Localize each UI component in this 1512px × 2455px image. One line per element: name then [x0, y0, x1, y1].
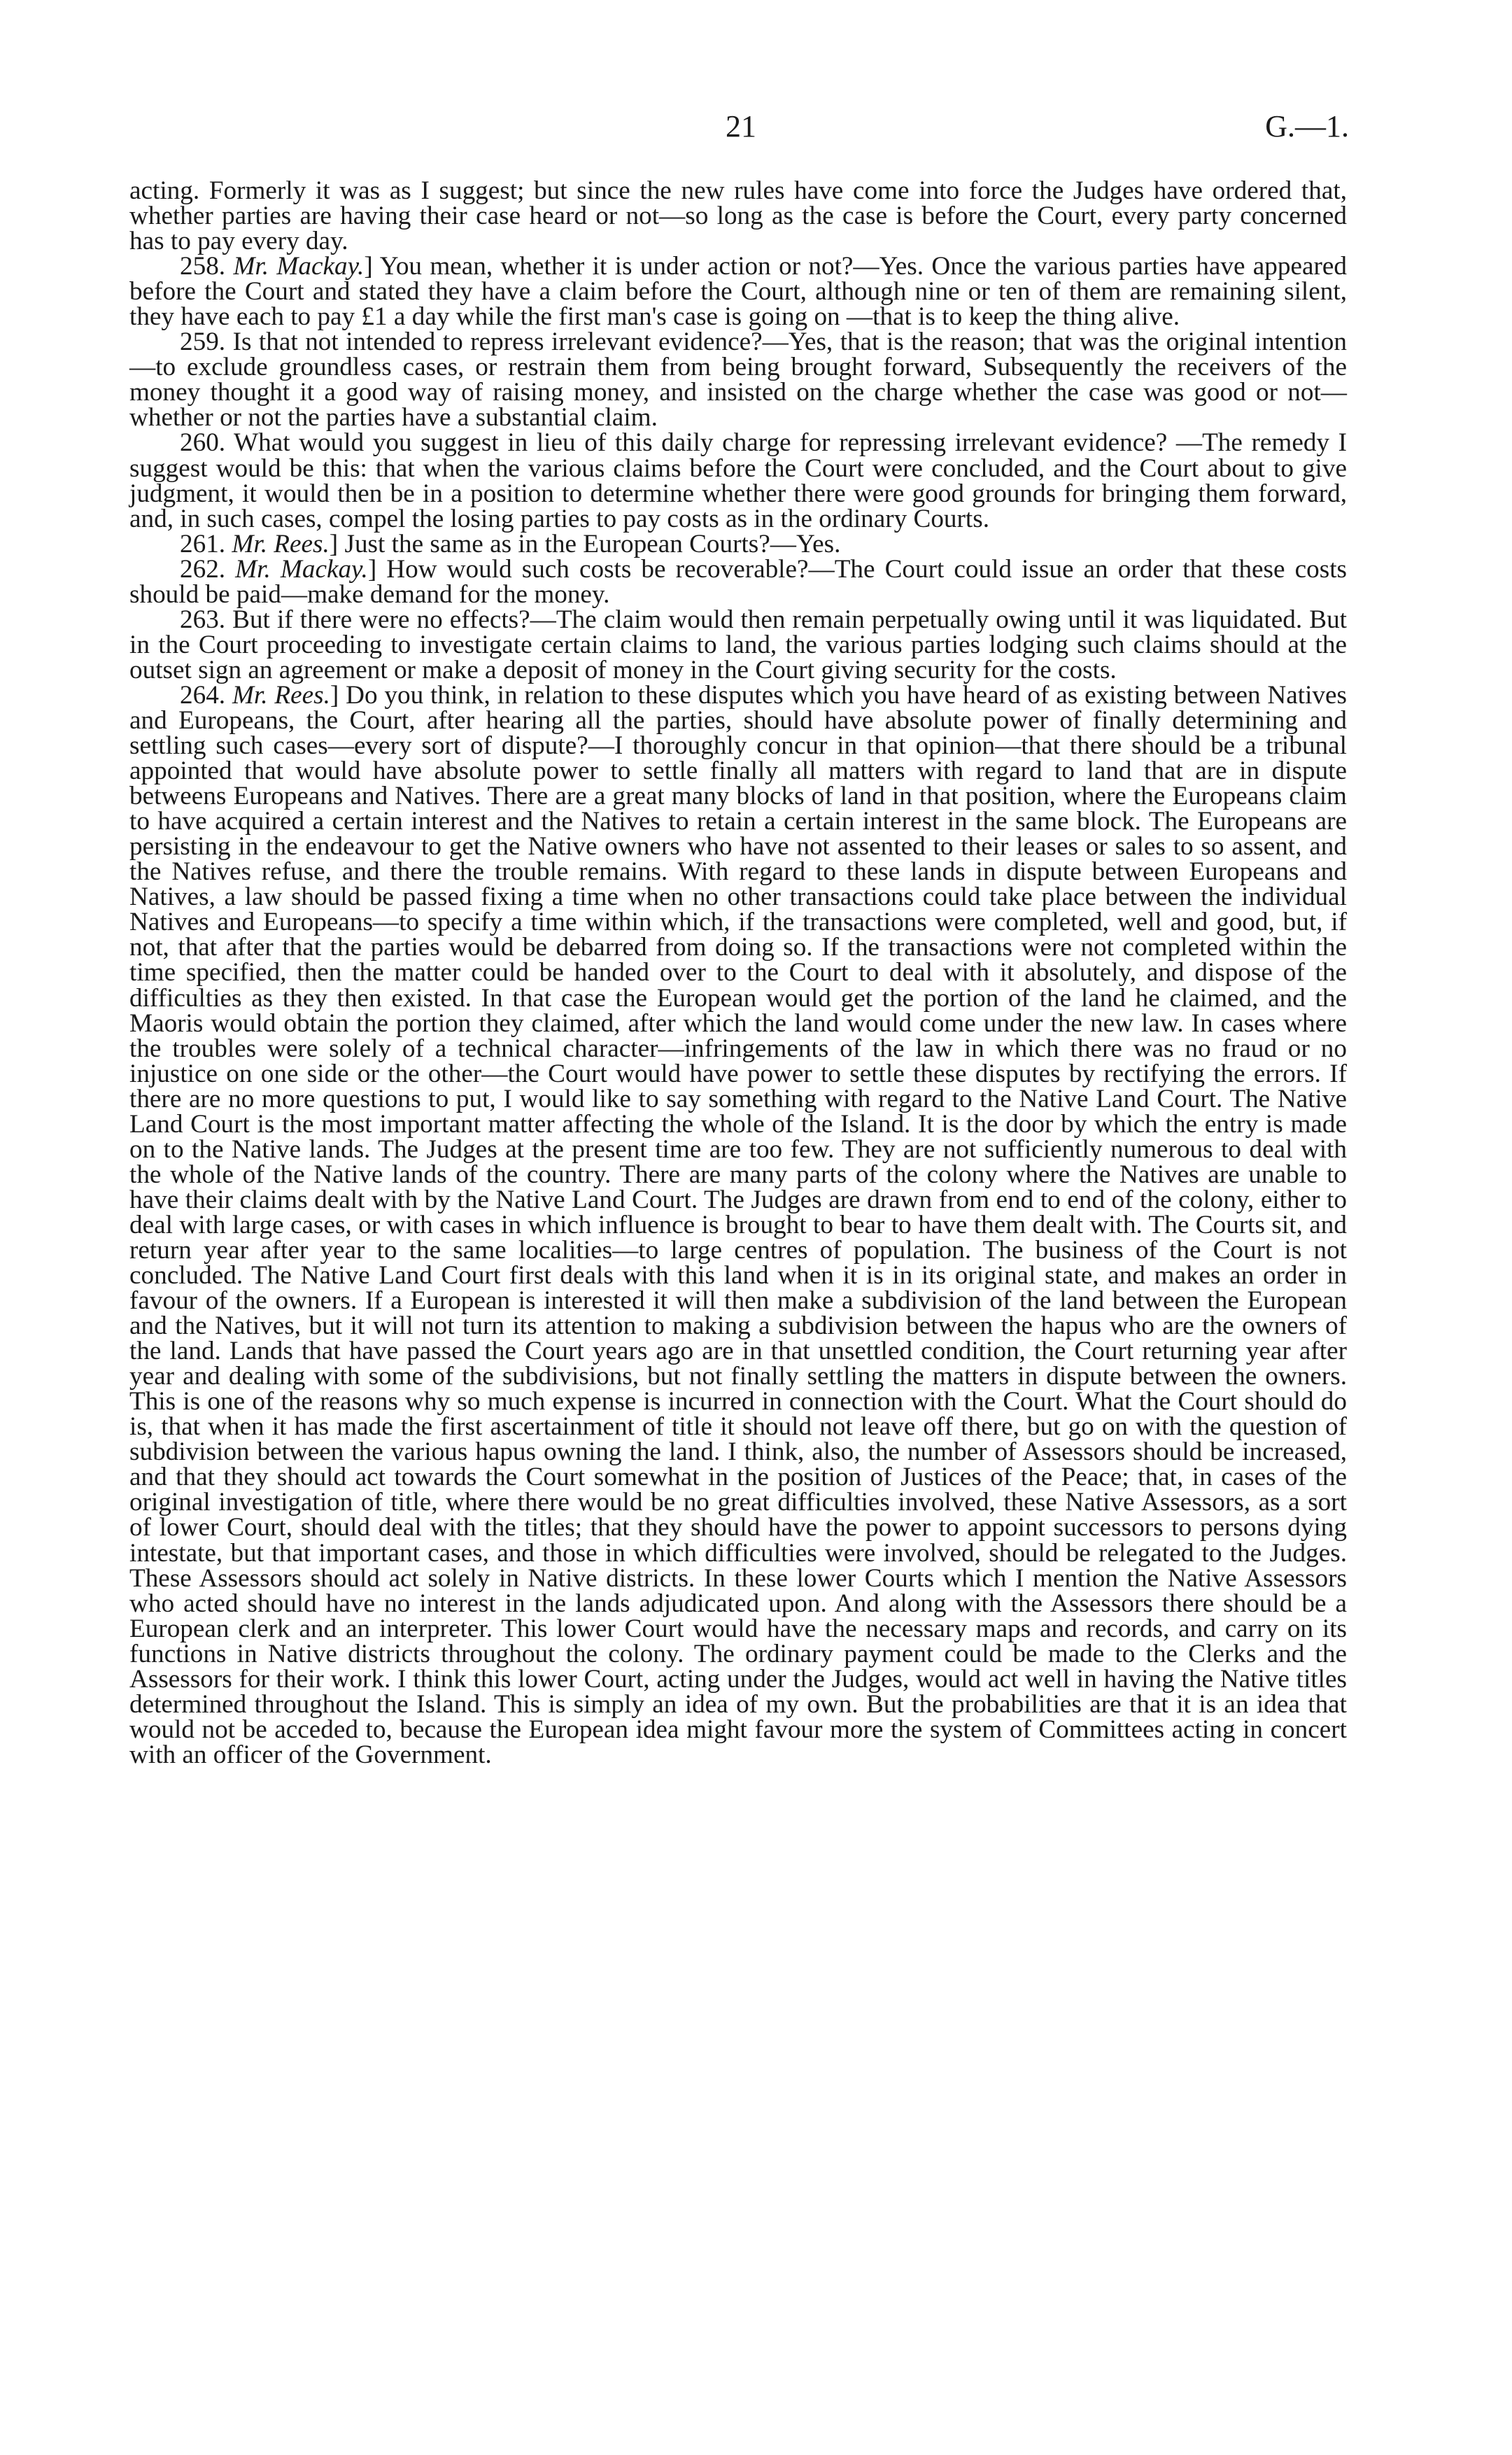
question-number: 258. — [180, 252, 226, 281]
speaker-name: Mr. Rees. — [232, 680, 330, 710]
question-261 — [129, 529, 1347, 558]
question-263 — [129, 607, 1347, 683]
question-number: 261. — [180, 529, 226, 558]
question-text: ] You mean, whether it is under action or not?—Yes. Once the various parties have appeared before the Court and stated they have a claim before the Court, although nine or ten of them are remaining silent, they have each to pay £1 a day while the first man's case is going on —that is to keep the thing alive. — [129, 252, 1347, 332]
question-260 — [129, 430, 1347, 531]
question-text: What would you suggest in lieu of this daily charge for repressing irrelevant evidence? —The remedy I suggest would be this: that when the various claims before the Court were concluded, and the Court about to give judgment, it would then be in a position to determine whether there were good grounds for bringing them forward, and, in such cases, compel the losing parties to pay costs as in the ordinary Courts. — [129, 428, 1348, 533]
question-number: 263. — [180, 605, 226, 634]
paragraph-text: acting. Formerly it was as I suggest; but since the new rules have come into force the Judges have ordered that, whether parties are having their case heard or not—so long as the case is before the Court, every party concerned has to pay every day. — [129, 176, 1347, 256]
question-number: 260. — [180, 428, 226, 458]
question-text: ] Do you think, in relation to these disputes which you have heard of as existing between Natives and Europeans, the Court, after hearing all the parties, should have absolute power of finally determining and settling such cases—every sort of dispute?—I thoroughly concur in that opinion—that there should be a tribunal appointed that would have absolute power to settle finally all matters with regard to land that are in dispute betweens Europeans and Natives. There are a great many blocks of land in that position, where the Europeans claim to have acquired a certain interest and the Natives to retain a certain interest in the same block. The Europeans are persisting in the endeavour to get the Native owners who have not assented to their leases or sales to so assent, and the Natives refuse, and there the trouble remains. With regard to these lands in dispute between Europeans and Natives, a law should be passed fixing a time when no other transactions could take place between the individual Natives and Europeans—to specify a time within which, if the transactions were completed, well and good, but, if not, that after that the parties would be debarred from doing so. If the transactions were not completed within the time specified, then the matter could be handed over to the Court to deal with it absolutely, and dispose of the difficulties as they then existed. In that case the European would get the portion of the land he claimed, and the Maoris would obtain the portion they claimed, after which the land would come under the new law. In cases where the troubles were solely of a technical character—infringements of the law in which there was no fraud or no injustice on one side or the other—the Court would have power to settle these disputes by rectifying the errors. If there are no more questions to put, I would like to say something with regard to the Native Land Court. The Native Land Court is the most important matter affecting the whole of the Island. It is the door by which the entry is made on to the Native lands. The Judges at the present time are too few. They are not sufficiently numerous to deal with the whole of the Native lands of the country. There are many parts of the colony where the Natives are unable to have their claims dealt with by the Native Land Court. The Judges are drawn from end to end of the colony, either to deal with large cases, or with cases in which influence is brought to bear to have them dealt with. The Courts sit, and return year after year to the same localities—to large centres of population. The business of the Court is not concluded. The Native Land Court first deals with this land when it is in its original state, and makes an order in favour of the owners. If a European is interested it will then make a subdivision of the land between the European and the Natives, but it will not turn its attention to making a subdivision between the hapus who are the owners of the land. Lands that have passed the Court years ago are in that unsettled condition, the Court returning year after year and dealing with some of the subdivisions, but not finally settling the matters in dispute between the owners. This is one of the reasons why so much expense is incurred in connection with the Court. What the Court should do is, that when it has made the first ascertainment of title it should not leave off there, but go on with the question of subdivision between the various hapus owning the land. I think, also, the number of Assessors should be increased, and that they should act towards the Court somewhat in the position of Justices of the Peace; that, in cases of the original investigation of title, where there would be no great difficulties involved, these Native Assessors, as a sort of lower Court, should deal with the titles; that they should have the power to appoint successors to persons dying intestate, but that important cases, and those in which difficulties were involved, should be relegated to the Judges. These Assessors should act solely in Native districts. In these lower Courts which I mention the Native Assessors who acted should have no interest in the lands adjudicated upon. And along with the Assessors there should be a European clerk and an interpreter. This lower Court would have the necessary maps and records, and carry on its functions in Native districts throughout the colony. The ordinary payment could be made to the Clerks and the Assessors for their work. I think this lower Court, acting under the Judges, would act well in having the Native titles determined throughout the Island. This is simply an idea of my own. But the probabilities are that it is an idea that would not be acceded to, because the European idea might favour more the system of Committees acting in concert with an officer of the Government. — [129, 680, 1348, 1769]
speaker-name: Mr. Rees. — [232, 529, 330, 558]
question-264 — [129, 680, 1348, 1769]
question-text: ] How would such costs be recoverable?—The Court could issue an order that these costs should be paid—make demand for the money. — [129, 554, 1347, 609]
question-text: ] Just the same as in the European Courts?—Yes. — [329, 529, 841, 558]
question-text: But if there were no effects?—The claim would then remain perpetually owing until it was liquidated. But in the Court proceeding to investigate certain claims to land, the various parties lodging such claims should at the outset sign an agreement or make a deposit of money in the Court giving security for the costs. — [129, 605, 1347, 684]
page-header — [133, 108, 1349, 150]
question-258 — [129, 254, 1347, 330]
question-number: 262. — [180, 554, 226, 584]
page-number: 21 — [726, 109, 756, 143]
question-259 — [129, 330, 1347, 430]
question-text: Is that not intended to repress irrelevant evidence?—Yes, that is the reason; that was the original intention—to exclude groundless cases, or restrain them from being brought forward, Subsequently the receivers of the money thought it a good way of raising money, and insisted on the charge whether the case was good or not—whether or not the parties have a substantial claim. — [129, 328, 1347, 432]
question-262 — [129, 554, 1347, 609]
paragraph-continuation — [129, 178, 1347, 254]
speaker-name: Mr. Mackay. — [235, 554, 368, 584]
document-code: G.—1. — [1265, 109, 1349, 143]
question-number: 259. — [180, 328, 226, 357]
question-number: 264. — [180, 680, 226, 710]
body-text — [129, 178, 1347, 1768]
speaker-name: Mr. Mackay. — [233, 252, 365, 281]
